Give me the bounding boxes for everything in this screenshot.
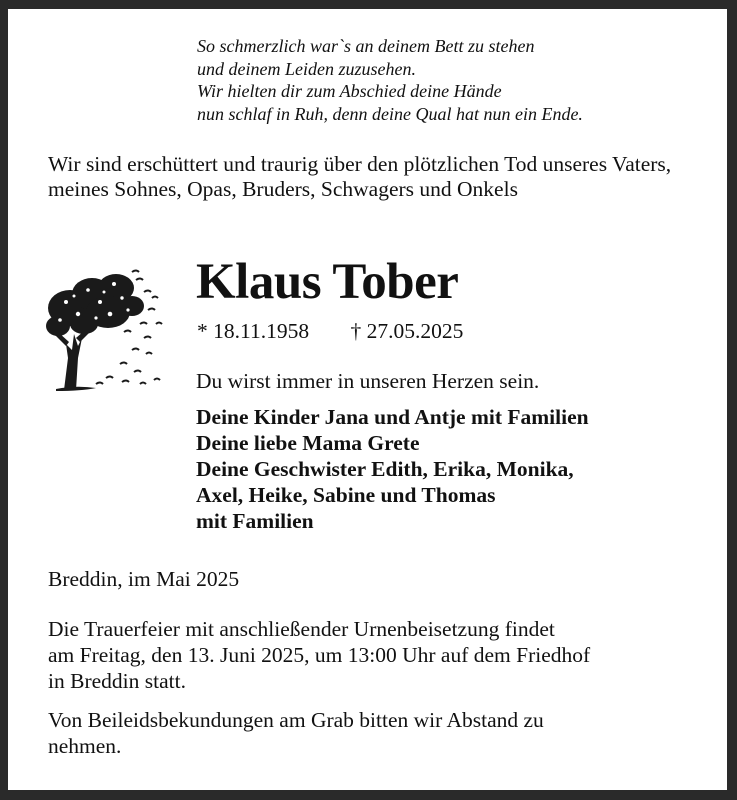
poem (197, 35, 583, 125)
mourner-line: Deine Geschwister Edith, Erika, Monika, (196, 457, 574, 481)
mourner-line: mit Familien (196, 509, 314, 533)
condolence-line: nehmen. (48, 734, 122, 758)
poem-line: Wir hielten dir zum Abschied deine Hände (197, 81, 502, 101)
death-date: † 27.05.2025 (350, 319, 464, 343)
motto: Du wirst immer in unseren Herzen sein. (196, 369, 540, 393)
birth-date: * 18.11.1958 (197, 319, 310, 343)
poem-line: nun schlaf in Ruh, denn deine Qual hat nun ein Ende. (197, 103, 583, 124)
funeral-line: Die Trauerfeier mit anschließender Urnenbeisetzung findet (48, 617, 555, 641)
funeral-line: in Breddin statt. (48, 669, 186, 693)
funeral-notice (48, 616, 718, 694)
mourner-line: Deine liebe Mama Grete (196, 431, 420, 455)
intro-text: Wir sind erschüttert und traurig über den plötzlichen Tod unseres Vaters, meines Sohnes, Opas, Bruders, Schwagers und Onkels (48, 152, 672, 201)
deceased-name: Klaus Tober (196, 254, 459, 310)
poem-line: So schmerzlich war`s an deinem Bett zu stehen (197, 36, 535, 56)
mourners-list (196, 404, 589, 534)
mourner-line: Axel, Heike, Sabine und Thomas (196, 483, 496, 507)
condolence-notice (48, 707, 718, 759)
condolence-line: Von Beileidsbekundungen am Grab bitten wir Abstand zu (48, 708, 544, 732)
life-dates (197, 318, 463, 344)
obituary-card (8, 9, 727, 790)
poem-line: und deinem Leiden zuzusehen. (197, 58, 416, 79)
funeral-line: am Freitag, den 13. Juni 2025, um 13:00 Uhr auf dem Friedhof (48, 643, 591, 667)
mourner-line: Deine Kinder Jana und Antje mit Familien (196, 405, 589, 429)
place-date: Breddin, im Mai 2025 (48, 567, 240, 591)
tree-icon (36, 254, 168, 394)
